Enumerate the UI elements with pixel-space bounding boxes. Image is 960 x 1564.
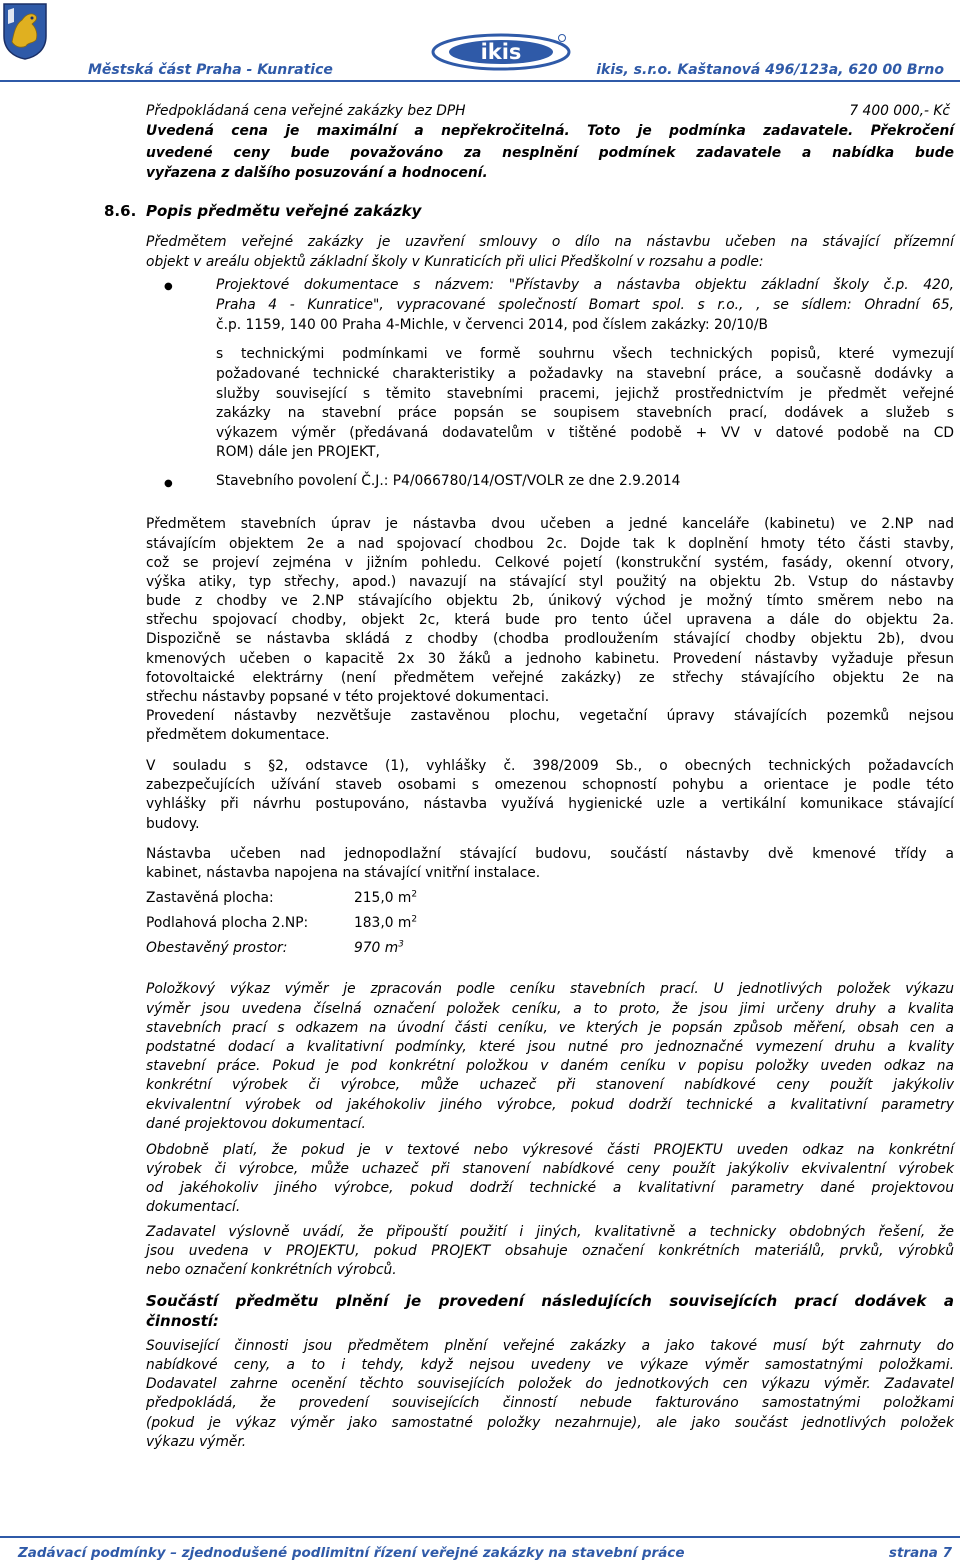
paragraph-line: (pokud je výkaz výměr jako samostatné položky nezahrnuje), ale jako součást jednotlivých položek	[146, 1415, 954, 1431]
page-header	[0, 0, 960, 82]
paragraph-line: Předmětem stavebních úprav je nástavba dvou učeben a jedné kanceláře (kabinetu) ve 2.NP nad	[146, 516, 954, 532]
footer-divider	[0, 1536, 960, 1538]
area-label: Obestavěný prostor:	[146, 940, 288, 956]
bullet-line: Projektové dokumentace s názvem: "Přístavby a nástavba objektu základní školy č.p. 420,	[216, 277, 954, 293]
section-title: Popis předmětu veřejné zakázky	[146, 202, 422, 220]
bullet-cont-line: zakázky na stavební práce popsán se soupisem stavebních prací, dodávek a služeb s	[216, 405, 954, 421]
subheading-line: Součástí předmětu plnění je provedení následujících souvisejících prací dodávek a	[146, 1292, 954, 1310]
paragraph-line: Dodavatel zahrne ocenění těchto souvisejících položek do jednotkových cen výkazu výměr. Zadavatel	[146, 1376, 954, 1392]
price-value: 7 400 000,- Kč	[849, 103, 950, 119]
paragraph-line: podstatné dodací a kvalitativní podmínky, které jsou nutné pro jednoznačné vymezení druhu a kvality	[146, 1039, 954, 1055]
paragraph-line: konkrétní výrobek či výrobce, může uchazeč při stanovení nabídkové ceny použít jakýkoliv	[146, 1077, 954, 1093]
coat-of-arms-icon	[2, 2, 48, 60]
paragraph-line: bude z chodby ve 2.NP stávajícího objektu 2b, únikový východ je možný tímto směrem nebo na	[146, 593, 954, 609]
paragraph-line: výrobek či výrobce, může uchazeč při stanovení nabídkové ceny použít jakýkoliv ekvivalentní výrobek	[146, 1161, 954, 1177]
intro-line: Předmětem veřejné zakázky je uzavření smlouvy o dílo na nástavbu učeben na stávající přízemní	[146, 234, 954, 250]
price-label: Předpokládaná cena veřejné zakázky bez DPH	[146, 103, 466, 119]
paragraph-line: Obdobně platí, že pokud je v textové nebo výkresové části PROJEKTU uveden odkaz na konkrétní	[146, 1142, 954, 1158]
paragraph-line: Položkový výkaz výměr je zpracován podle ceníku stavebních prací. U jednotlivých položek výkazu	[146, 981, 954, 997]
paragraph-line: Nástavba učeben nad jednopodlažní stávající budovu, součástí nástavby dvě kmenové třídy a	[146, 846, 954, 862]
paragraph-line: fotovoltaické elektrárny (není předmětem veřejné zakázky) ze střechy stávajícího objektu 2e na	[146, 670, 954, 686]
bullet-line: Praha 4 - Kunratice", vypracované společností Bomart spol. s r.o., , se sídlem: Ohradní 65,	[216, 297, 954, 313]
paragraph-line: stavebních prací s odkazem na úvodní části ceníku, ve kterých je popsán způsob měření, obsah cen a	[146, 1020, 954, 1036]
paragraph-line: výkazu výměr.	[146, 1434, 247, 1450]
area-value: 215,0 $m^2$	[354, 889, 418, 906]
paragraph-line: Provedení nástavby nezvětšuje zastavěnou plochu, vegetační úpravy stávajících pozemků nejsou	[146, 708, 954, 724]
bullet-cont-line: požadované technické charakteristiky a požadavky na stavební práce, a současně dodávky a	[216, 366, 954, 382]
paragraph-line: ekvivalentní výrobek od jakéhokoliv jiného výrobce, pokud dodrží technické a kvalitativní parametry	[146, 1097, 954, 1113]
paragraph-line: kmenových učeben o kapacitě 2x 30 žáků a jednoho kabinetu. Provedení nástavby vyžaduje přesun	[146, 651, 954, 667]
paragraph-line: zabezpečujících užívání staveb osobami s omezenou schopností pohybu a orientace je podle této	[146, 777, 954, 793]
header-company-address: ikis, s.r.o. Kaštanová 496/123a, 620 00 Brno	[596, 62, 944, 78]
paragraph-line: nebo označení konkrétních výrobců.	[146, 1262, 397, 1278]
subheading-line: činností:	[146, 1312, 219, 1330]
paragraph-line: výška atiky, typ střechy, apod.) navazují na stávající styl použitý na objektu 2b. Vstup do nástavby	[146, 574, 954, 590]
paragraph-line: kabinet, nástavba napojena na stávající vnitřní instalace.	[146, 865, 541, 881]
paragraph-line: dané projektovou dokumentací.	[146, 1116, 366, 1132]
paragraph-line: stávajícím objektem 2e a nad spojovací chodbou 2c. Dojde tak k doplnění hmoty této části stavby,	[146, 536, 954, 552]
price-note-line: Uvedená cena je maximální a nepřekročitelná. Toto je podmínka zadavatele. Překročení	[146, 123, 954, 139]
bullet-line: Stavebního povolení Č.J.: P4/066780/14/OST/VOLR ze dne 2.9.2014	[216, 473, 681, 489]
bullet-icon: ●	[164, 478, 173, 489]
paragraph-line: Dispozičně se nástavba skládá z chodby (chodba prodloužením stávající chodby objektu 2b), dvou	[146, 631, 954, 647]
price-note-line: uvedené ceny bude považováno za nesplnění podmínek zadavatele a nabídka bude	[146, 145, 954, 161]
header-divider	[0, 80, 960, 82]
section-number: 8.6.	[104, 202, 137, 220]
paragraph-line: dokumentací.	[146, 1199, 241, 1215]
paragraph-line: stavební práce. Pokud je pod konkrétní položkou v daném ceníku v popisu položky uveden odkaz na	[146, 1058, 954, 1074]
bullet-icon: ●	[164, 281, 173, 292]
paragraph-line: vyhlášky při návrhu postupováno, nástavba využívá hygienické uzle a vertikální komunikace stávající	[146, 796, 954, 812]
bullet-cont-line: výkazem výměr (předávaná dodavatelům v tištěné podobě + VV v datové podobě na CD	[216, 425, 954, 441]
bullet-cont-line: s technickými podmínkami ve formě souhrnu všech technických popisů, které vymezují	[216, 346, 954, 362]
paragraph-line: střechu nástavby popsané v této projektové dokumentaci.	[146, 689, 550, 705]
paragraph-line: budovy.	[146, 816, 200, 832]
paragraph-line: předmětem dokumentace.	[146, 727, 330, 743]
bullet-cont-line: služby související s těmito stavebními pracemi, jejichž prostřednictvím je předmět veřejné	[216, 386, 954, 402]
bullet-cont-line: ROM) dále jen PROJEKT,	[216, 444, 380, 460]
intro-line: objekt v areálu objektů základní školy v Kunraticích při ulici Předškolní v rozsahu a podle:	[146, 254, 764, 270]
paragraph-line: Zadavatel výslovně uvádí, že připouští použití i jiných, kvalitativně a technicky obdobných řešení, že	[146, 1224, 954, 1240]
area-label: Podlahová plocha 2.NP:	[146, 915, 309, 931]
paragraph-line: výměr jsou uvedena číselná označení položek ceníku, a to proto, že jsou jimi určeny druhy a kvalita	[146, 1001, 954, 1017]
area-value: 970 $m^3$	[354, 939, 404, 956]
paragraph-line: nabídkové ceny, a to i tehdy, když nejsou uvedeny ve výkaze výměr samostatnými položkami.	[146, 1357, 954, 1373]
paragraph-line: střechu spojovací chodby, objekt 2c, která bude pro tento účel upravena a dále do objektu 2a.	[146, 612, 954, 628]
paragraph-line: V souladu s §2, odstavce (1), vyhlášky č. 398/2009 Sb., o obecných technických požadavcích	[146, 758, 954, 774]
paragraph-line: Související činnosti jsou předmětem plnění veřejné zakázky a jako takové musí být zahrnuty do	[146, 1338, 954, 1354]
bullet-line: č.p. 1159, 140 00 Praha 4-Michle, v červenci 2014, pod číslem zakázky: 20/10/B	[216, 317, 768, 333]
logo-text: ikis	[480, 40, 522, 64]
paragraph-line: předpokládá, že provedení souvisejících činností nebude fakturováno samostatnými položkami	[146, 1395, 954, 1411]
ikis-logo-icon	[430, 32, 572, 72]
footer-page-number: strana 7	[888, 1545, 952, 1561]
paragraph-line: od jakéhokoliv jiného výrobce, pokud dodrží technické a kvalitativní parametry dané projektovou	[146, 1180, 954, 1196]
paragraph-line: což se projeví zejména v jižním pohledu. Celkové pojetí (konstrukční systém, fasády, okenní otvory,	[146, 555, 954, 571]
price-note-line: vyřazena z dalšího posuzování a hodnocení.	[146, 165, 488, 181]
area-label: Zastavěná plocha:	[146, 890, 274, 906]
footer-document-title: Zadávací podmínky – zjednodušené podlimitní řízení veřejné zakázky na stavební práce	[18, 1545, 685, 1561]
paragraph-line: jsou uvedena v PROJEKTU, pokud PROJEKT obsahuje označení konkrétních materiálů, prvků, výrobků	[146, 1243, 954, 1259]
header-municipality: Městská část Praha - Kunratice	[88, 62, 333, 78]
area-value: 183,0 $m^2$	[354, 914, 418, 931]
